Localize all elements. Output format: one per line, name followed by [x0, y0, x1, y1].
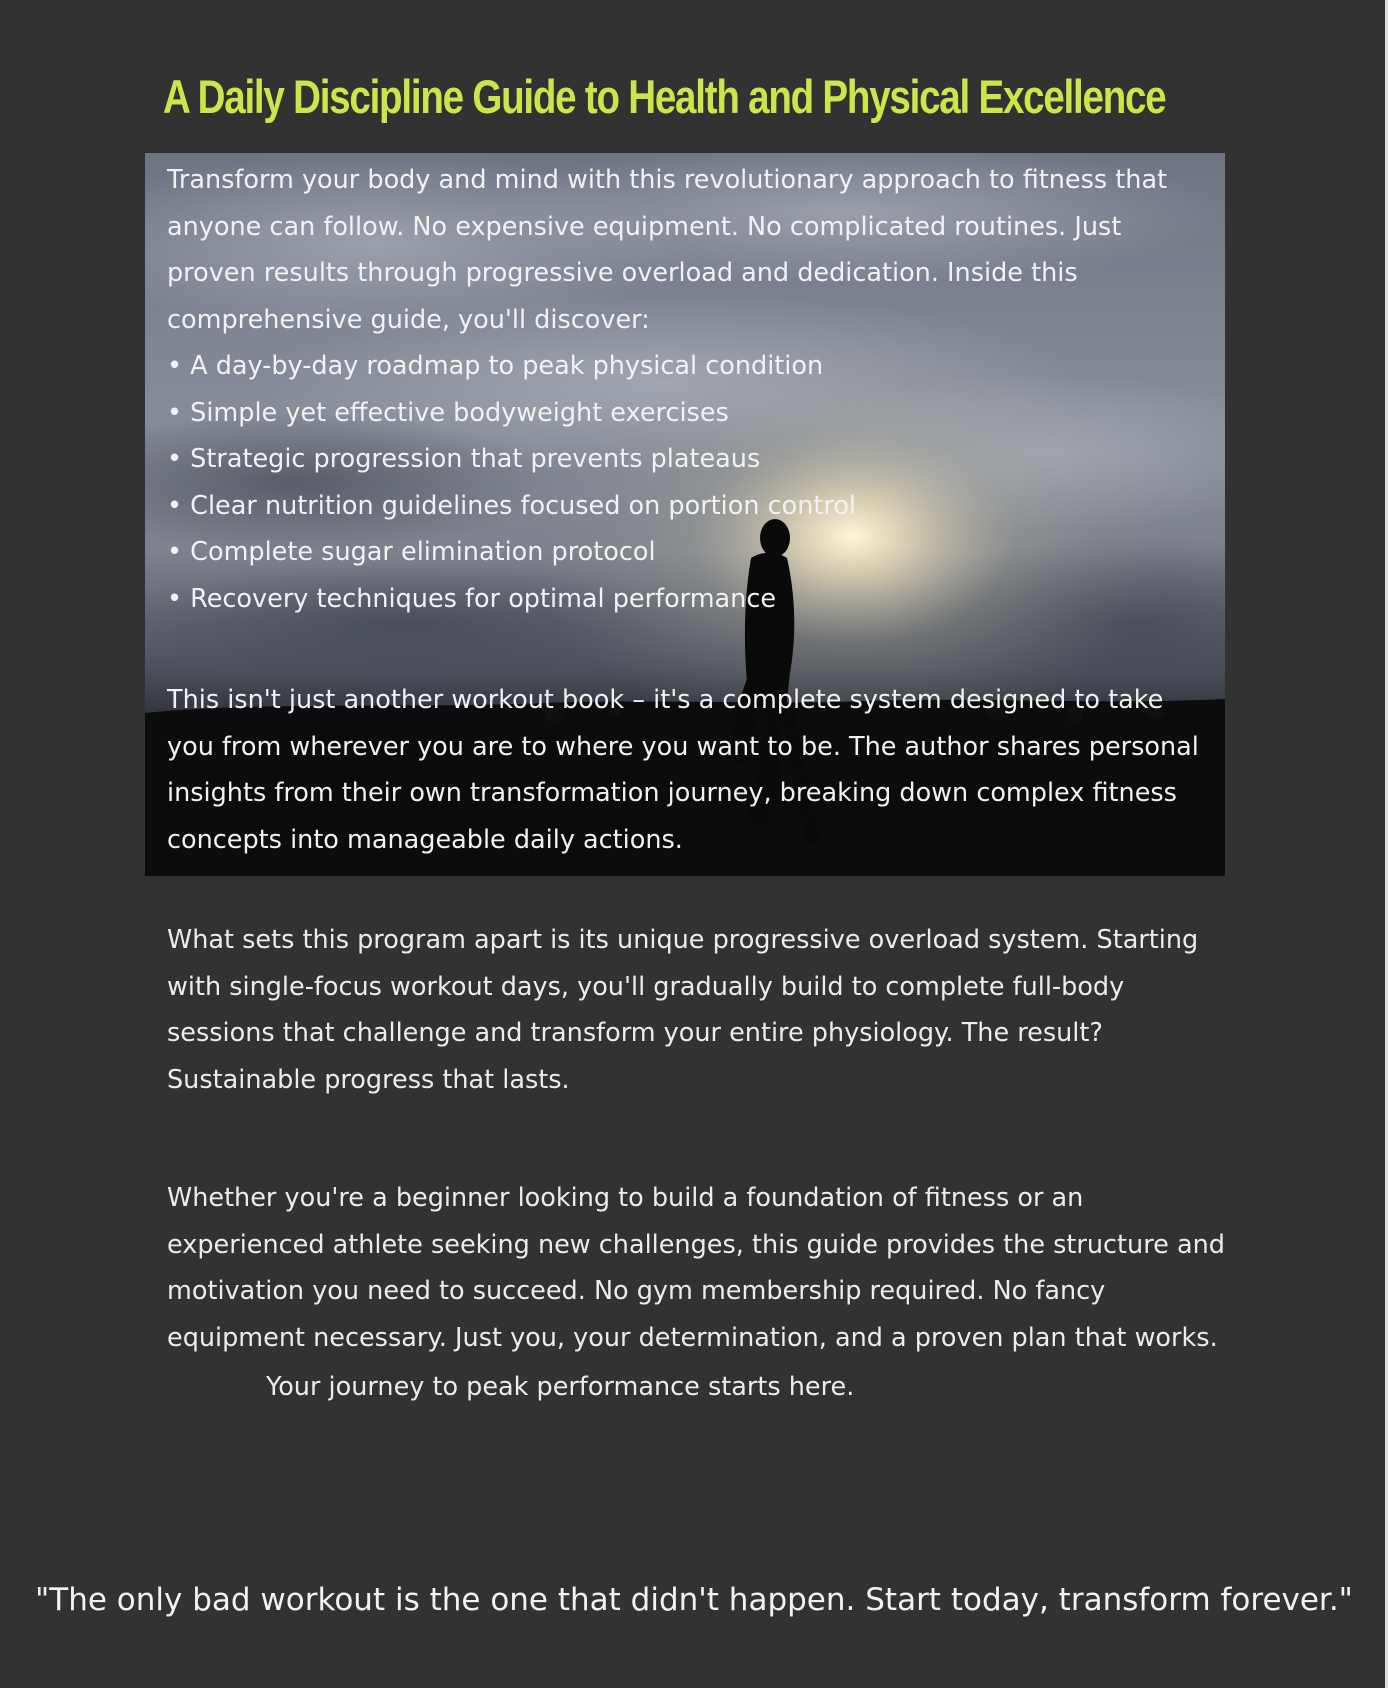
- feature-item: • Recovery techniques for optimal performance: [167, 576, 1212, 623]
- feature-item: • Complete sugar elimination protocol: [167, 529, 1212, 576]
- feature-item: • Clear nutrition guidelines focused on portion control: [167, 483, 1212, 530]
- page-title: A Daily Discipline Guide to Health and Physical Excellence: [163, 70, 1166, 123]
- hero-text: [167, 157, 1212, 863]
- feature-item: • A day-by-day roadmap to peak physical condition: [167, 343, 1212, 390]
- spacer: [167, 622, 1212, 677]
- hero-closing: This isn't just another workout book – it's a complete system designed to take you from wherever you are to where you want to be. The author shares personal insights from their own transformation journey, breaking down complex fitness concepts into manageable daily actions.: [167, 685, 1199, 855]
- feature-item: • Strategic progression that prevents plateaus: [167, 436, 1212, 483]
- feature-item: • Simple yet effective bodyweight exercises: [167, 390, 1212, 437]
- hero-intro: Transform your body and mind with this revolutionary approach to fitness that anyone can follow. No expensive equipment. No complicated routines. Just proven results through progressive overload and dedication. Inside this comprehensive guide, you'll discover:: [167, 165, 1168, 335]
- closing-quote: "The only bad workout is the one that didn't happen. Start today, transform forever.": [35, 1582, 1353, 1618]
- audience-paragraph: Whether you're a beginner looking to build a foundation of fitness or an experienced athlete seeking new challenges, this guide provides the structure and motivation you need to succeed. No gym membership required. No fancy equipment necessary. Just you, your determination, and a proven plan that works.: [167, 1183, 1225, 1353]
- journey-line: Your journey to peak performance starts here.: [266, 1372, 855, 1402]
- program-paragraph: What sets this program apart is its unique progressive overload system. Starting with single-focus workout days, you'll gradually build to complete full-body sessions that challenge and transform your entire physiology. The result? Sustainable progress that lasts.: [167, 925, 1199, 1095]
- hero-section: [145, 153, 1225, 876]
- feature-list: [167, 343, 1212, 622]
